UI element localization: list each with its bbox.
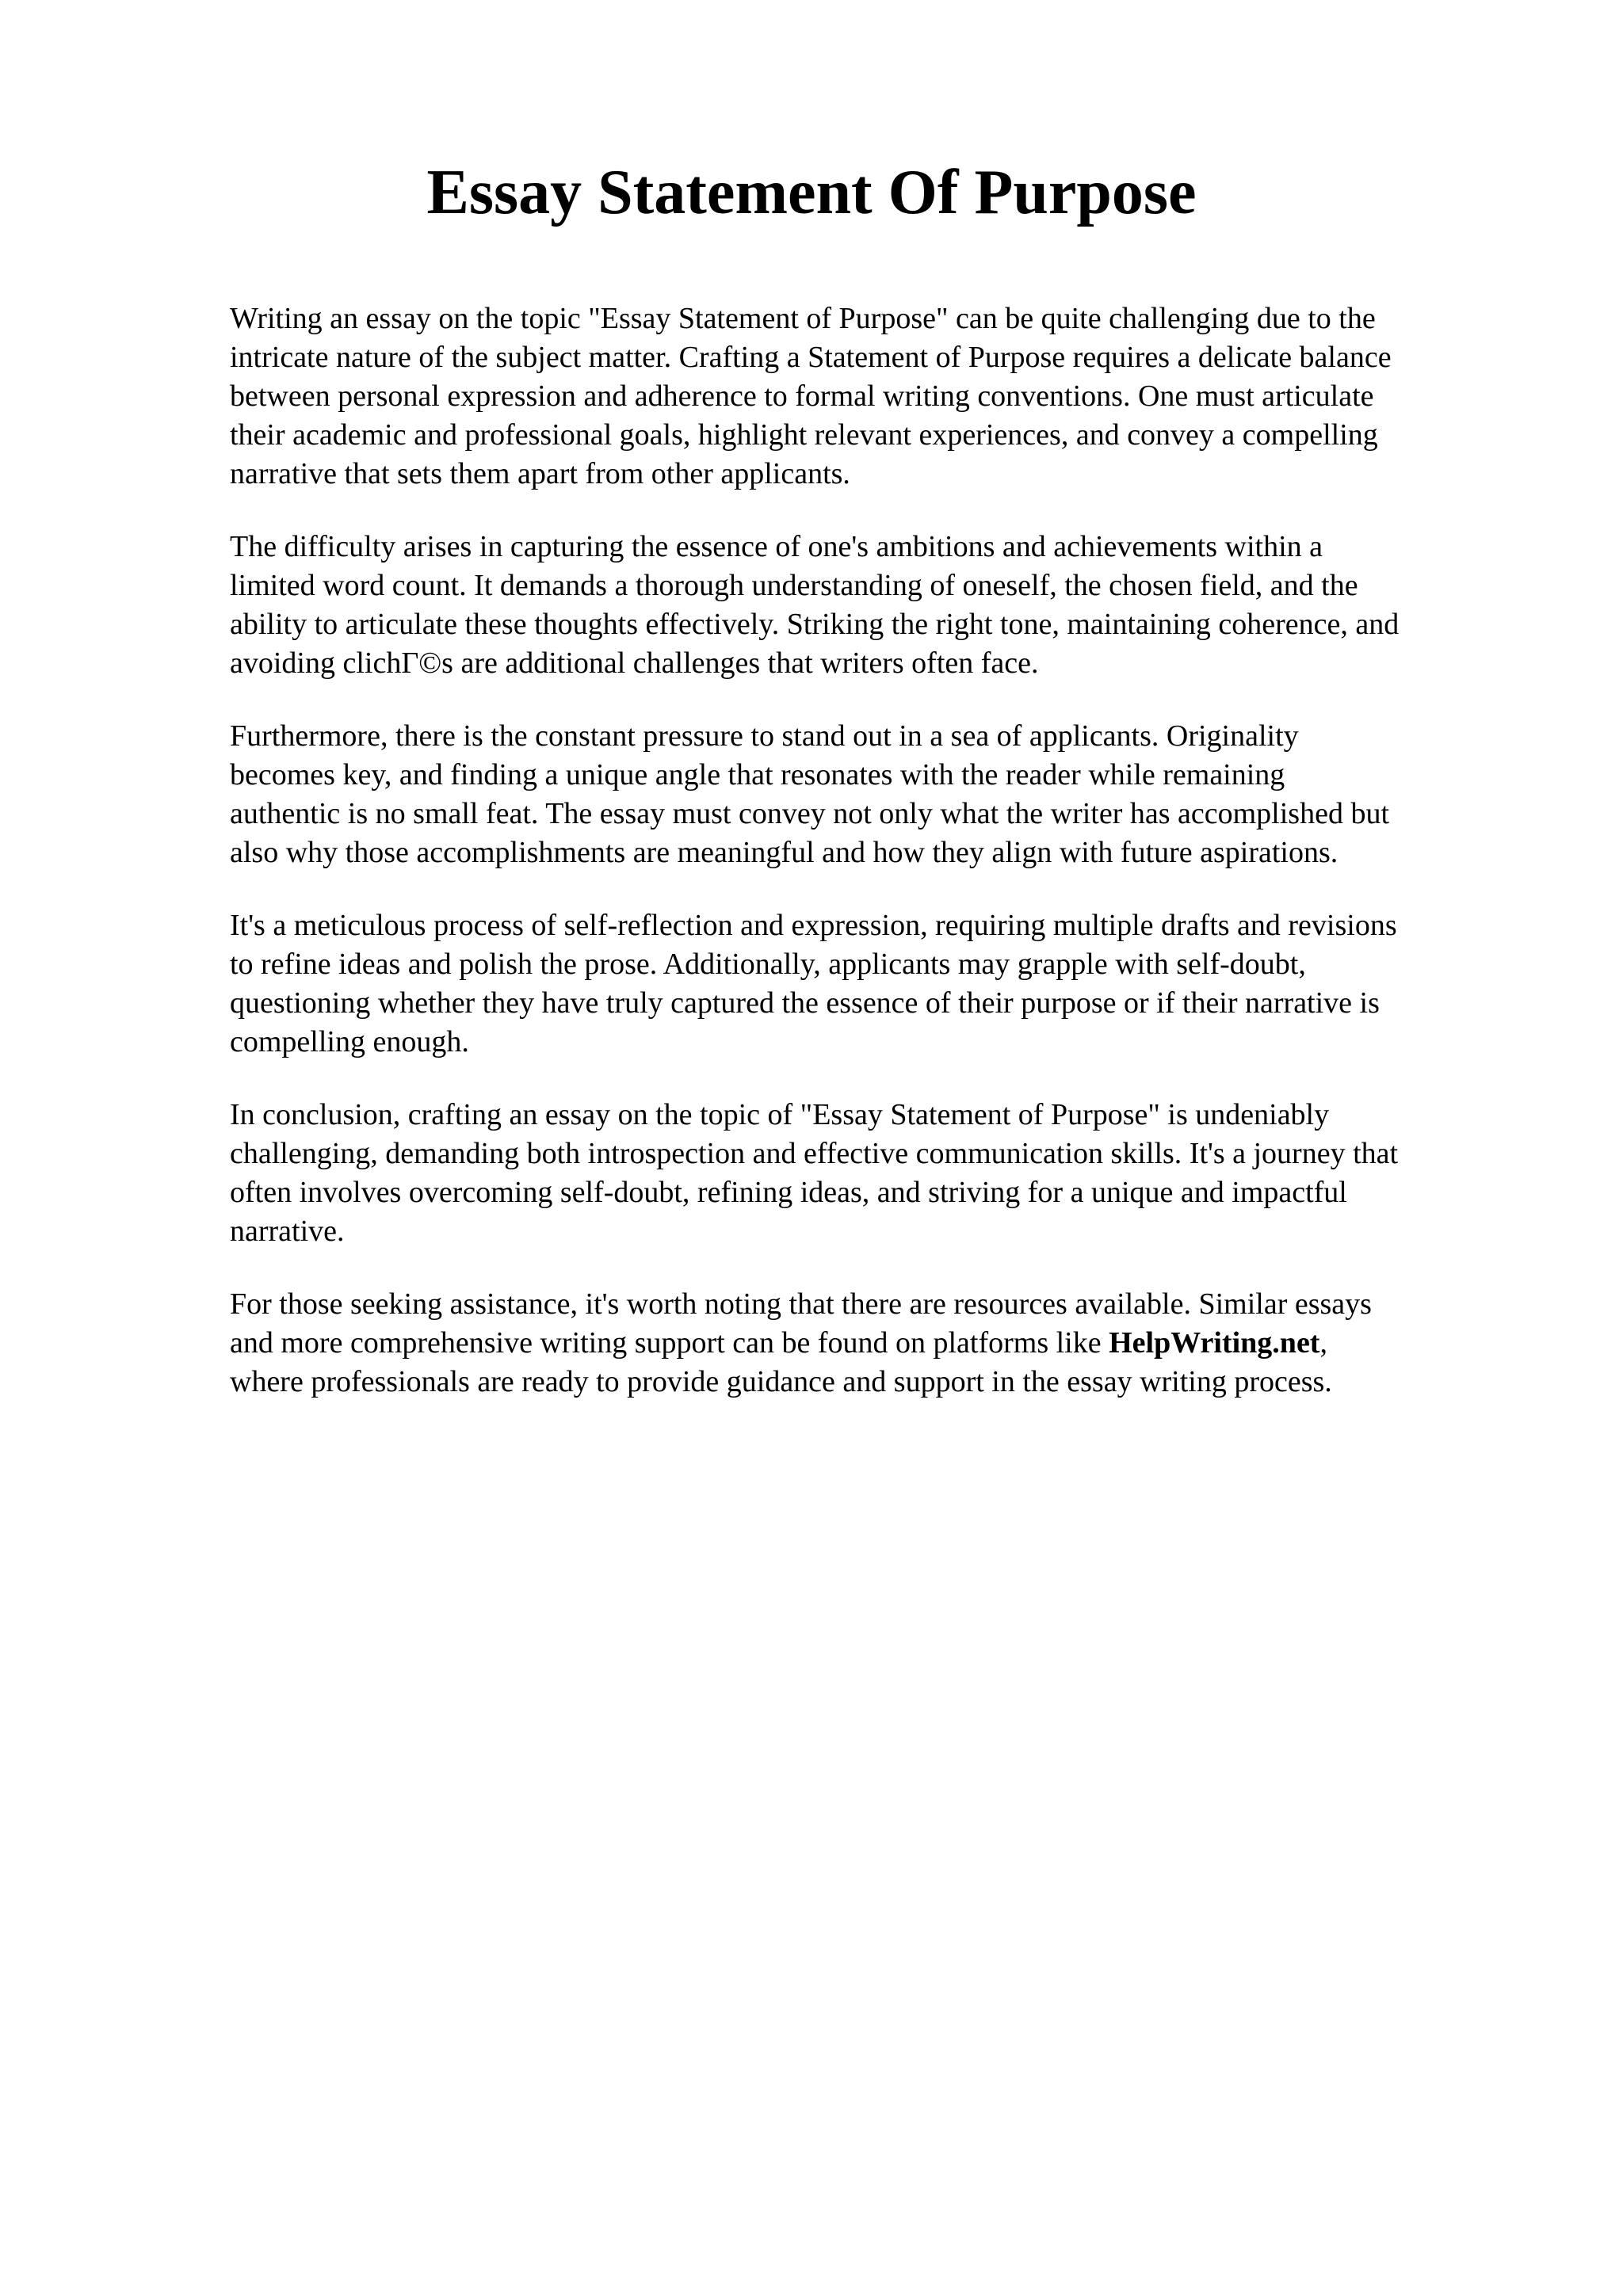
text-line: also why those accomplishments are meaningful and how they align with future aspirations.	[230, 836, 1338, 869]
text-line: In conclusion, crafting an essay on the topic of "Essay Statement of Purpose" is undeniably	[230, 1098, 1330, 1131]
text-line: ability to articulate these thoughts effectively. Striking the right tone, maintaining coherence, and	[230, 608, 1400, 641]
helpwriting-link[interactable]: HelpWriting.net	[1109, 1326, 1320, 1360]
text-line: to refine ideas and polish the prose. Additionally, applicants may grapple with self-doubt,	[230, 948, 1306, 981]
text-line: their academic and professional goals, highlight relevant experiences, and convey a compelling	[230, 418, 1378, 452]
text-line: The difficulty arises in capturing the essence of one's ambitions and achievements within a	[230, 530, 1323, 563]
paragraph-1	[230, 299, 1514, 494]
text-line: Furthermore, there is the constant pressure to stand out in a sea of applicants. Originality	[230, 719, 1299, 753]
text-line: Writing an essay on the topic "Essay Statement of Purpose" can be quite challenging due to the	[230, 302, 1376, 335]
text-line: avoiding clichГ©s are additional challenges that writers often face.	[230, 646, 1039, 680]
page-title: Essay Statement Of Purpose	[426, 158, 1197, 227]
text-line: intricate nature of the subject matter. Crafting a Statement of Purpose requires a delicate balance	[230, 341, 1392, 374]
paragraph-3	[230, 717, 1514, 872]
text-line: authentic is no small feat. The essay must convey not only what the writer has accomplished but	[230, 797, 1389, 830]
text-line: becomes key, and finding a unique angle that resonates with the reader while remaining	[230, 758, 1285, 791]
paragraph-closing	[230, 1285, 1514, 1402]
text-segment: ,	[1319, 1326, 1327, 1360]
text-line: often involves overcoming self-doubt, refining ideas, and striving for a unique and impactful	[230, 1176, 1347, 1209]
text-line: limited word count. It demands a thorough understanding of oneself, the chosen field, and the	[230, 569, 1358, 602]
text-line: questioning whether they have truly captured the essence of their purpose or if their narrative is	[230, 986, 1380, 1020]
paragraph-5	[230, 1096, 1514, 1251]
text-line: narrative.	[230, 1215, 345, 1248]
text-line: compelling enough.	[230, 1025, 469, 1058]
text-line: For those seeking assistance, it's worth noting that there are resources available. Similar essays	[230, 1287, 1372, 1321]
text-line: challenging, demanding both introspection and effective communication skills. It's a journey that	[230, 1137, 1399, 1170]
paragraph-4	[230, 906, 1514, 1062]
text-segment: and more comprehensive writing support can be found on platforms like	[230, 1326, 1109, 1360]
paragraph-2	[230, 528, 1514, 683]
document-body	[230, 299, 1514, 1436]
text-line: narrative that sets them apart from other applicants.	[230, 457, 850, 490]
text-line-with-link	[230, 1324, 1514, 1363]
text-line: It's a meticulous process of self-reflection and expression, requiring multiple drafts and revisions	[230, 909, 1397, 942]
text-line: where professionals are ready to provide guidance and support in the essay writing process.	[230, 1365, 1332, 1398]
text-line: between personal expression and adherence to formal writing conventions. One must articulate	[230, 379, 1374, 413]
